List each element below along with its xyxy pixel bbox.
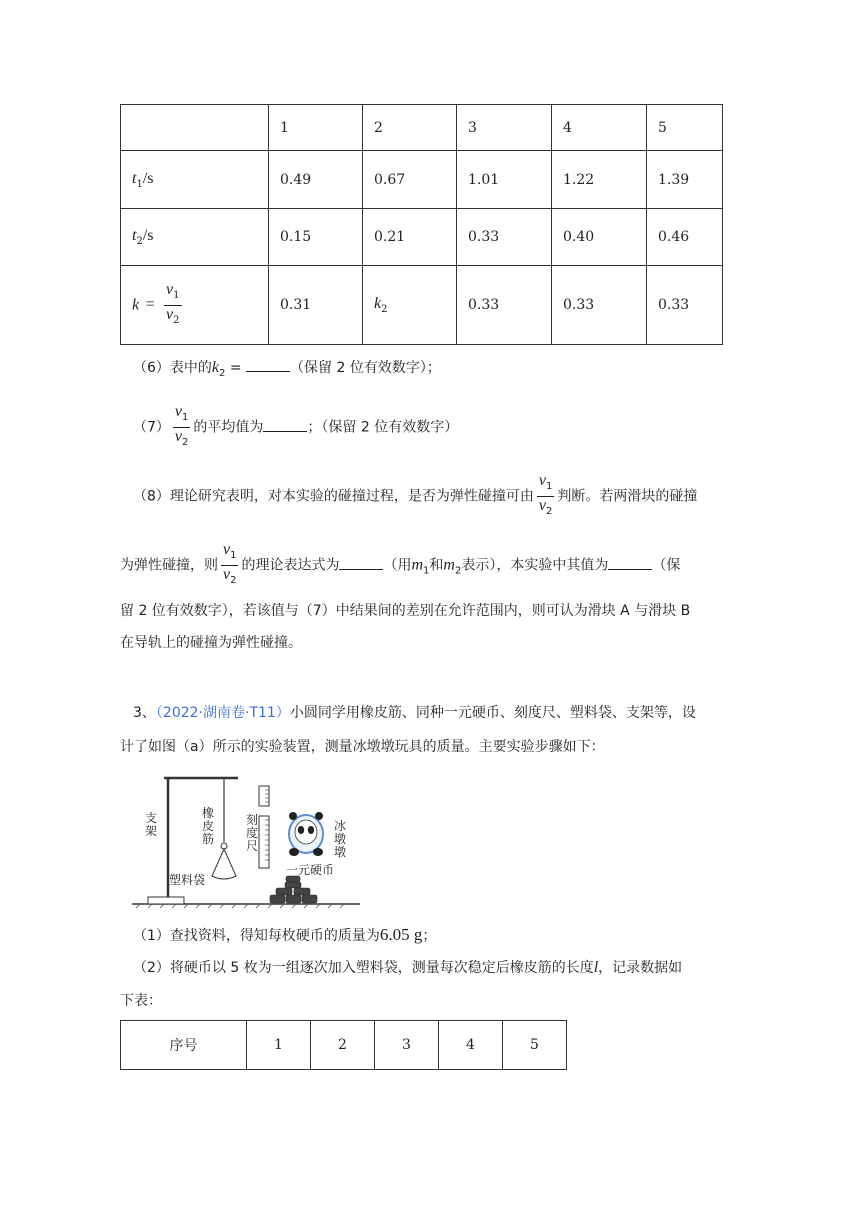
step-2-line-1: （2）将硬币以 5 枚为一组逐次加入塑料袋，测量每次稳定后橡皮筋的长度l，记录数据如 (133, 959, 683, 976)
table-header-cell: 1 (247, 1021, 311, 1070)
question-8-line-2: 为弹性碰撞，则 $\frac{v_1}{v_2}$ 的理论表达式为 （用$m_1$和$m_2$表示），本实验中其值为 （保 (120, 542, 680, 591)
table-cell: 0.67 (363, 151, 457, 209)
step-2-line-2: 下表： (120, 993, 162, 1009)
fraction-v1-v2: $\frac{v_1}{v_2}$ (223, 541, 237, 586)
row-label-t2: $t_2/s$ (121, 209, 269, 266)
table-header-cell: 4 (552, 105, 647, 151)
table-row (121, 266, 723, 345)
table-header-cell: 2 (311, 1021, 375, 1070)
label-stand: 支架 (144, 811, 157, 838)
table-header-cell: 3 (375, 1021, 439, 1070)
table-cell: 1.22 (552, 151, 647, 209)
table-cell: 0.49 (269, 151, 363, 209)
source-link[interactable]: （2022·湖南卷·T11） (155, 705, 290, 721)
table-row (121, 209, 723, 266)
problem-3-line-1: 3、（2022·湖南卷·T11）小圆同学用橡皮筋、同种一元硬币、刻度尺、塑料袋、支架等，设 (133, 705, 696, 721)
table-cell (121, 105, 269, 151)
row-label-t1: $t_1/s$ (121, 151, 269, 209)
row-label-k: k = $\frac{v_1}{v_2}$ (121, 266, 269, 345)
answer-blank (608, 555, 652, 570)
answer-blank (246, 357, 290, 372)
data-table-2 (120, 1020, 567, 1070)
question-8-line-4: 在导轨上的碰撞为弹性碰撞。 (120, 635, 302, 651)
question-8-line-1: （8）理论研究表明，对本实验的碰撞过程，是否为弹性碰撞可由 $\frac{v_1}{v_2}$ 判断。若两滑块的碰撞 (133, 473, 697, 520)
label-doll: 冰墩墩 (333, 819, 346, 859)
step-1: （1）查找资料，得知每枚硬币的质量为6.05 g； (133, 925, 437, 944)
table-cell: 0.33 (457, 209, 552, 266)
label-coin: 一元硬币 (286, 863, 335, 877)
table-cell: 0.46 (647, 209, 723, 266)
table-header-cell: 1 (269, 105, 363, 151)
answer-blank (339, 555, 383, 570)
table-cell: 0.31 (269, 266, 363, 345)
label-rubber-band: 橡皮筋 (201, 806, 214, 846)
table-cell: 1.01 (457, 151, 552, 209)
table-cell: 0.33 (457, 266, 552, 345)
question-6: （6）表中的$k_2$ = （保留 2 位有效数字）； (133, 359, 441, 379)
table-header-cell: 序号 (121, 1021, 247, 1070)
table-cell: 0.33 (647, 266, 723, 345)
label-bag: 塑料袋 (169, 873, 206, 887)
table-cell: 0.33 (552, 266, 647, 345)
data-table-1 (120, 104, 723, 345)
table-header-cell: 4 (439, 1021, 503, 1070)
table-cell: 0.15 (269, 209, 363, 266)
problem-3-line-2: 计了如图（a）所示的实验装置，测量冰墩墩玩具的质量。主要实验步骤如下： (120, 739, 605, 755)
table-cell: 0.21 (363, 209, 457, 266)
fraction-v1-v2: $\frac{v_1}{v_2}$ (538, 472, 553, 517)
table-cell-k2: $k_2$ (363, 266, 457, 345)
table-header-cell: 5 (647, 105, 723, 151)
table-row (121, 151, 723, 209)
table-header-cell: 3 (457, 105, 552, 151)
table-header-cell: 5 (503, 1021, 567, 1070)
answer-blank (263, 417, 307, 432)
question-8-line-3: 留 2 位有效数字），若该值与（7）中结果间的差别在允许范围内，则可认为滑块 A 与滑块 B (120, 603, 691, 619)
table-row (121, 1021, 567, 1070)
fraction-v1-v2: $\frac{v_1}{v_2}$ (174, 403, 189, 448)
fraction-v1-v2: $\frac{v_1}{v_2}$ (166, 280, 180, 326)
question-7: （7） $\frac{v_1}{v_2}$ 的平均值为 ；（保留 2 位有效数字） (133, 404, 458, 451)
bing-dwen-dwen-icon (289, 812, 323, 856)
table-cell: 0.40 (552, 209, 647, 266)
table-cell: 1.39 (647, 151, 723, 209)
apparatus-figure (128, 772, 368, 912)
table-header-cell: 2 (363, 105, 457, 151)
label-ruler: 刻度尺 (245, 813, 258, 853)
